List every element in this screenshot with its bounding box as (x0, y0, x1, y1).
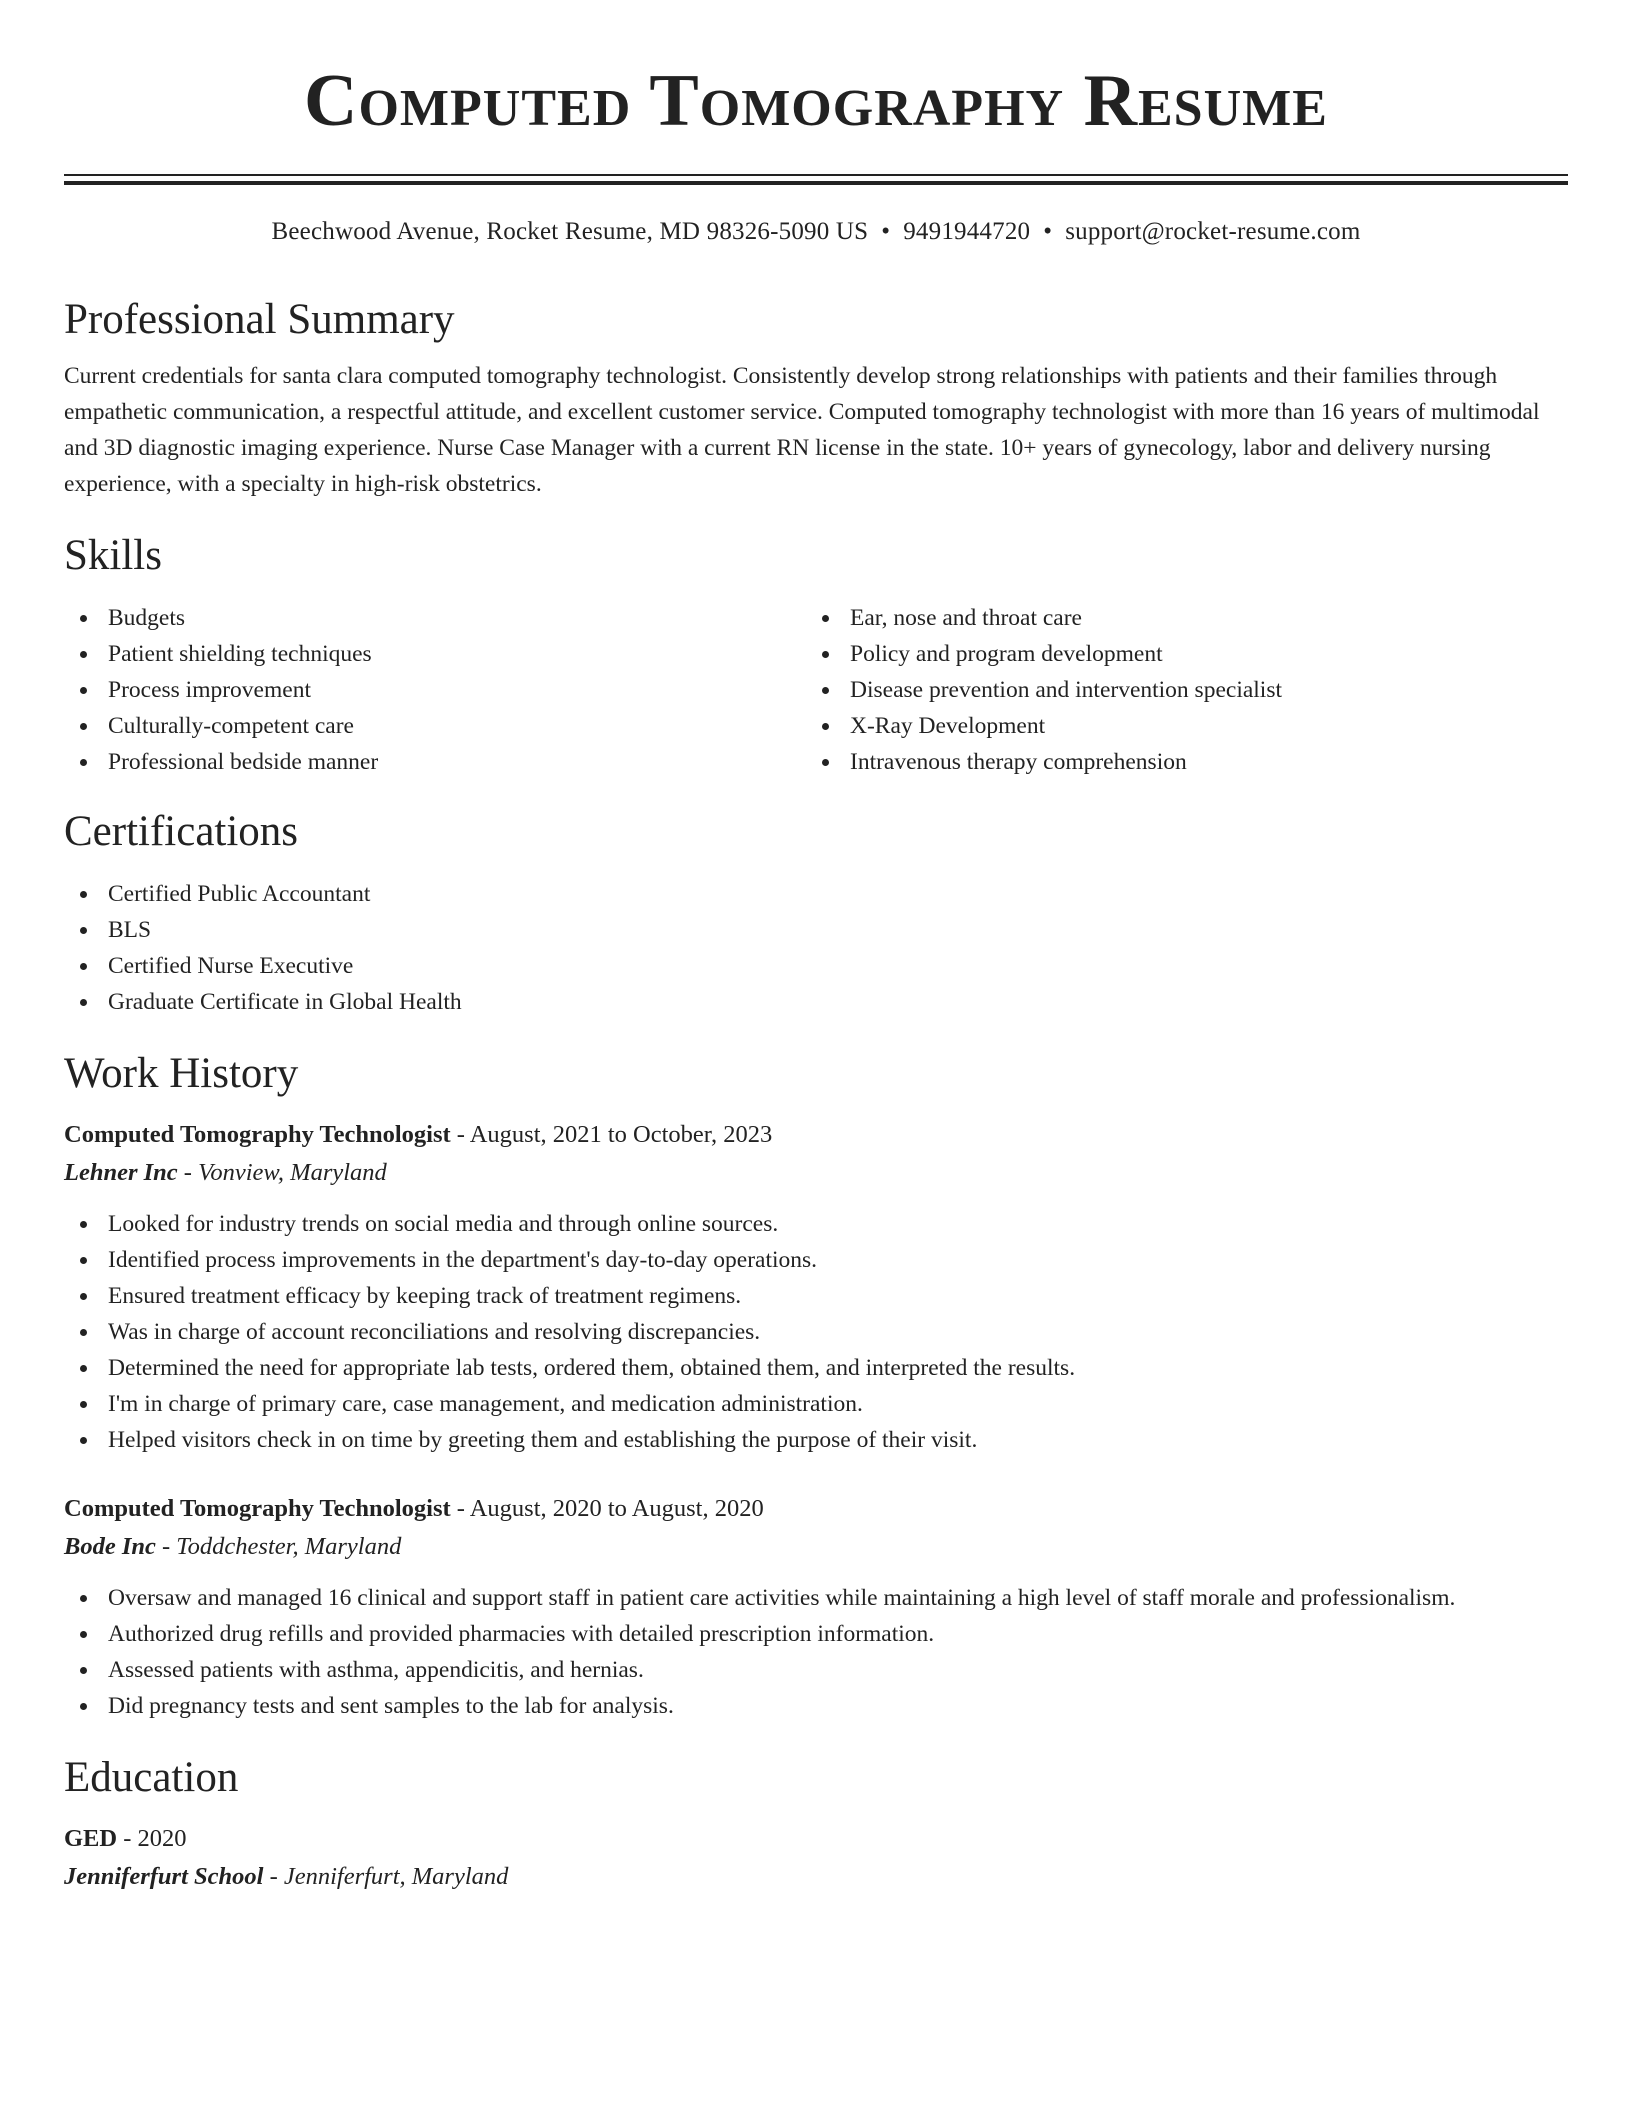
job-duty-item: Was in charge of account reconciliations and resolving discrepancies. (64, 1314, 1568, 1350)
education-entry (64, 1820, 1568, 1896)
company-name: Lehner Inc (64, 1159, 178, 1186)
title-divider (64, 174, 1568, 186)
job-title: Computed Tomography Technologist (64, 1495, 451, 1522)
skills-column-left (64, 600, 806, 780)
company-name: Bode Inc (64, 1533, 156, 1560)
skill-item: Budgets (64, 600, 806, 636)
skills-heading: Skills (64, 532, 162, 579)
summary-text: Current credentials for santa clara computed tomography technologist. Consistently develop strong relationships with patients and their families through empathetic communication, a respectful attitude, and excellent customer service. Computed tomography technologist with more than 16 years of multimodal and 3D diagnostic imaging experience. Nurse Case Manager with a current RN license in the state. 10+ years of gynecology, labor and delivery nursing experience, with a specialty in high-risk obstetrics. (64, 363, 1540, 497)
divider-thick-line (64, 181, 1568, 185)
job-duty-item: Oversaw and managed 16 clinical and support staff in patient care activities while maintaining a high level of staff morale and professionalism. (64, 1580, 1568, 1616)
education-heading: Education (64, 1754, 239, 1801)
skill-item: Disease prevention and intervention specialist (806, 672, 1548, 708)
contact-address: Beechwood Avenue, Rocket Resume, MD 98326-5090 US (271, 218, 869, 245)
contact-separator: • (881, 218, 891, 245)
job-entry (64, 1490, 1568, 1724)
certification-item: BLS (64, 912, 1568, 948)
job-duty-item: I'm in charge of primary care, case management, and medication administration. (64, 1386, 1568, 1422)
skills-list (64, 600, 1568, 780)
company-location: - Vonview, Maryland (177, 1159, 387, 1186)
certification-item: Graduate Certificate in Global Health (64, 984, 1568, 1020)
school-name: Jenniferfurt School (64, 1863, 264, 1890)
certifications-heading: Certifications (64, 808, 299, 855)
skill-item: Culturally-competent care (64, 708, 806, 744)
job-title-line (64, 1116, 1568, 1154)
company-location: - Toddchester, Maryland (155, 1533, 402, 1560)
contact-separator: • (1043, 218, 1053, 245)
job-title-line (64, 1490, 1568, 1528)
skill-item: Process improvement (64, 672, 806, 708)
degree-line (64, 1820, 1568, 1858)
job-duty-item: Determined the need for appropriate lab tests, ordered them, obtained them, and interpreted the results. (64, 1350, 1568, 1386)
skill-item: Professional bedside manner (64, 744, 806, 780)
divider-thin-line (64, 174, 1568, 176)
job-duty-item: Helped visitors check in on time by greeting them and establishing the purpose of their visit. (64, 1422, 1568, 1458)
degree-year: - 2020 (117, 1825, 187, 1852)
skill-item: Intravenous therapy comprehension (806, 744, 1548, 780)
skill-item: Policy and program development (806, 636, 1548, 672)
contact-email[interactable]: support@rocket-resume.com (1065, 218, 1361, 245)
skill-item: Ear, nose and throat care (806, 600, 1548, 636)
job-dates: - August, 2020 to August, 2020 (450, 1495, 764, 1522)
certification-item: Certified Nurse Executive (64, 948, 1568, 984)
job-duty-item: Authorized drug refills and provided pharmacies with detailed prescription information. (64, 1616, 1568, 1652)
job-duty-item: Looked for industry trends on social media and through online sources. (64, 1206, 1568, 1242)
work-history-heading: Work History (64, 1050, 299, 1097)
skills-column-right (806, 600, 1548, 780)
job-dates: - August, 2021 to October, 2023 (450, 1121, 773, 1148)
degree-name: GED (64, 1825, 118, 1852)
skill-item: Patient shielding techniques (64, 636, 806, 672)
certifications-list (64, 876, 1568, 1020)
company-line (64, 1154, 1568, 1192)
school-line (64, 1858, 1568, 1896)
contact-line (64, 214, 1568, 250)
job-entry (64, 1116, 1568, 1458)
job-duty-item: Identified process improvements in the department's day-to-day operations. (64, 1242, 1568, 1278)
job-duties-list (64, 1580, 1568, 1724)
company-line (64, 1528, 1568, 1566)
job-title: Computed Tomography Technologist (64, 1121, 451, 1148)
resume-title: Computed Tomography Resume (304, 60, 1328, 142)
job-duty-item: Assessed patients with asthma, appendicitis, and hernias. (64, 1652, 1568, 1688)
skill-item: X-Ray Development (806, 708, 1548, 744)
contact-phone[interactable]: 9491944720 (903, 218, 1031, 245)
summary-heading: Professional Summary (64, 296, 455, 343)
certification-item: Certified Public Accountant (64, 876, 1568, 912)
job-duty-item: Did pregnancy tests and sent samples to the lab for analysis. (64, 1688, 1568, 1724)
job-duty-item: Ensured treatment efficacy by keeping track of treatment regimens. (64, 1278, 1568, 1314)
school-location: - Jenniferfurt, Maryland (263, 1863, 509, 1890)
job-duties-list (64, 1206, 1568, 1458)
